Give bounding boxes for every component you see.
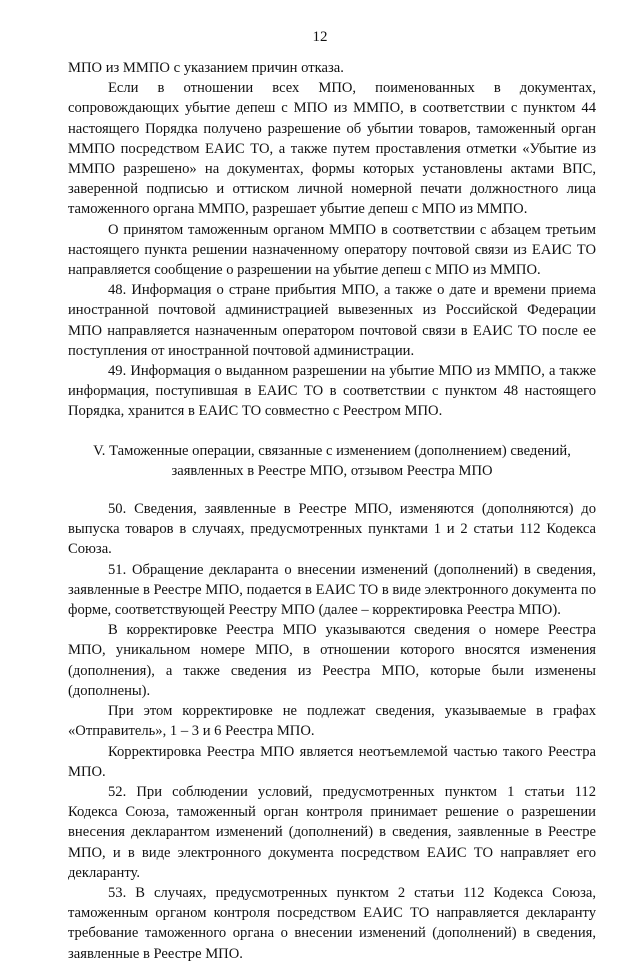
document-body	[68, 58, 596, 964]
paragraph-item-50: 50. Сведения, заявленные в Реестре МПО, изменяются (дополняются) до выпуска товаров в случаях, предусмотренных пунктами 1 и 2 статьи 112 Кодекса Союза.	[68, 501, 596, 558]
paragraph-item-49: 49. Информация о выданном разрешении на убытие МПО из ММПО, а также информация, поступившая в ЕАИС ТО в соответствии с пунктом 48 настоящего Порядка, хранится в ЕАИС ТО совместно с Реестром МПО.	[68, 363, 596, 420]
paragraph: О принятом таможенным органом ММПО в соответствии с абзацем третьим настоящего пункта решении назначенному оператору почтовой связи из ЕАИС ТО направляется сообщение о разрешении на убытие депеш с МПО из ММПО.	[68, 221, 596, 279]
paragraph: Если в отношении всех МПО, поименованных в документах, сопровождающих убытие депеш с МПО из ММПО, в соответствии с пунктом 44 настоящего Порядка получено разрешение об убытии товаров, таможенный орган ММПО посредством ЕАИС ТО, а также путем проставления отметки «Убытие из ММПО разрешено» на документах, формы которых установлены актами ВПС, заверенной подписью и оттиском личной номерной печати должностного лица таможенного органа ММПО, разрешает убытие депеш с МПО из ММПО.	[68, 80, 596, 218]
paragraph-item-52: 52. При соблюдении условий, предусмотренных пунктом 1 статьи 112 Кодекса Союза, таможенный орган контроля принимает решение о разрешении внесения декларантом изменений (дополнений) в сведения, заявленные в Реестре МПО, и в виде электронного документа посредством ЕАИС ТО направляет его декларанту.	[68, 783, 596, 881]
paragraph: В корректировке Реестра МПО указываются сведения о номере Реестра МПО, уникальном номере МПО, в отношении которого вносятся изменения (дополнения), а также сведения из Реестра МПО, которые были изменены (дополнены).	[68, 622, 596, 699]
section-heading: V. Таможенные операции, связанные с изменением (дополнением) сведений, заявленных в Реестре МПО, отзывом Реестра МПО	[93, 442, 571, 479]
paragraph-item-53: 53. В случаях, предусмотренных пунктом 2 статьи 112 Кодекса Союза, таможенным органом контроля посредством ЕАИС ТО направляется декларанту требование таможенного органа о внесении изменений (дополнений) в сведения, заявленные в Реестре МПО.	[68, 884, 596, 962]
paragraph-item-48: 48. Информация о стране прибытия МПО, а также о дате и времени приема иностранной почтовой администрацией вывезенных из Российской Федерации МПО направляется назначенным оператором почтовой связи в ЕАИС ТО после ее поступления от иностранной почтовой администрации.	[68, 282, 596, 359]
paragraph: При этом корректировке не подлежат сведения, указываемые в графах «Отправитель», 1 – 3 и 6 Реестра МПО.	[68, 703, 596, 740]
paragraph-item-51: 51. Обращение декларанта о внесении изменений (дополнений) в сведения, заявленные в Реестре МПО, подается в ЕАИС ТО в виде электронного документа по форме, соответствующей Реестру МПО (далее – корректировка Реестра МПО).	[68, 561, 596, 619]
page-number: 12	[312, 29, 328, 45]
paragraph: Корректировка Реестра МПО является неотъемлемой частью такого Реестра МПО.	[68, 743, 596, 780]
paragraph-continuation: МПО из ММПО с указанием причин отказа.	[68, 60, 344, 76]
